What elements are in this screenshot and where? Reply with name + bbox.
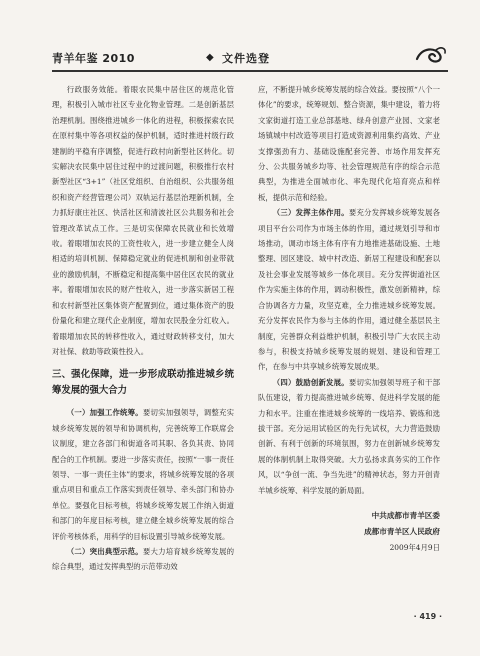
signature-block [258, 508, 440, 556]
signatory-party-committee: 中共成都市青羊区委 [371, 510, 440, 520]
section-heading: 三、强化保障，进一步形成联动推进城乡统筹发展的强大合力 [52, 369, 234, 397]
page-number: · 419 · [413, 612, 442, 621]
page-header [52, 48, 448, 68]
body-paragraph: 行政服务效能。着眼农民集中居住区的规范化管理，积极引入城市社区专业化物业管理。二是创新基层治理机制。围绕推进城乡一体化的进程，积极探索农民在原村集中等各项权益的保护机制，适时推进村级行政建制的平稳有序调整，促进行政村向新型社区转化。切实解决农民集中居住过程中的过渡问题，积极推行农村新型社区“3+1”（社区党组织、自治组织、公共服务组织和资产经营管理公司）双轨运行基层治理新机制，全力抓好康庄社区、快活社区和清波社区公共服务和社会管理改革试点工作。三是切实保障农民就业和长效增收。着眼增加农民的工资性收入，进一步建立健全人岗相适的培训机制、保障稳定就业的促进机制和创业带就业的激励机制，不断稳定和提高集中居住区农民的就业率。着眼增加农民的财产性收入，进一步落实新居工程和农村新型社区集体资产配置到位，通过集体资产的股份量化和建立现代企业制度，增加农民股金分红收入。着眼增加农民的转移性收入，通过财政转移支付，加大对社保、救助等政策性投入。 [52, 85, 234, 356]
body-paragraph [52, 405, 234, 544]
body-paragraph [258, 375, 440, 498]
paragraph-lead: （二）突出典型示范。 [66, 546, 143, 556]
left-column [52, 82, 234, 575]
paragraph-lead: （四）鼓励创新发展。 [272, 377, 349, 387]
paragraph-text: 要切实加强领导，调整充实城乡统筹发展的领导和协调机构，完善统筹工作联席会议制度，建立各部门和街道各司其职、各负其责、协同配合的工作机制。要进一步落实责任，按照“一事一责任领导、一事一责任主体”的要求，将城乡统筹发展的各项重点项目和重点工作落实到责任领导、牵头部门和协办单位。要强化目标考核，将城乡统筹发展工作纳入街道和部门的年度目标考核，建立健全城乡统筹发展的综合评价考核体系，用科学的目标设置引导城乡统筹发展。 [52, 408, 234, 541]
body-paragraph [258, 205, 440, 374]
paragraph-text: 要充分发挥城乡统筹发展各项目平台公司作为市场主体的作用，通过规划引导和市场推动，调动市场主体有序有力地推进基础设施、土地整理、园区建设、城中村改造、新居工程建设和配套以及社会事业发展等城乡一体化项目。充分发挥街道社区作为实施主体的作用，调动积极性，激发创新精神，综合协调各方力量，攻坚克难，全力推进城乡统筹发展。充分发挥农民作为参与主体的作用，通过健全基层民主制度，完善群众利益维护机制，积极引导广大农民主动参与，积极支持城乡统筹发展的规划、建设和管理工作，在参与中共享城乡统筹发展成果。 [258, 208, 440, 372]
paragraph-lead: （三）发挥主体作用。 [272, 208, 349, 218]
diamond-icon: ◆ [206, 52, 214, 63]
header-rule [52, 70, 448, 72]
section-title: 文件选登 [222, 52, 270, 65]
signatory-government: 成都市青羊区人民政府 [364, 526, 440, 536]
swirl-logo-icon [414, 44, 448, 66]
paragraph-text: 要切实加强领导班子和干部队伍建设，着力提高推进城乡统筹、促进科学发展的能力和水平。注重在推进城乡统筹的一线培养、锻炼和选拔干部。充分运用试验区的先行先试权，大力营造鼓励创新、有利于创新的环境氛围，努力在创新城乡统筹发展的体制机制上取得突破。大力弘扬求真务实的工作作风，以“争创一流、争当先进”的精神状态，努力开创青羊城乡统筹、科学发展的新局面。 [258, 377, 440, 495]
right-column [258, 82, 440, 556]
body-paragraph: 应，不断提升城乡统筹发展的综合效益。要按照“八个一体化”的要求，统筹规划、整合资源，集中建设，着力将文家街道打造工业总部基地、绿舟创意产业园、文家老场镇城中村改造等项目打造成资源利用集约高效、产业支撑强劲有力、基础设施配套完善、市场作用发挥充分、公共服务城乡均等、社会管理规范有序的综合示范典型，为推进全面城市化、率先现代化培育亮点和样板，提供示范和经验。 [258, 85, 440, 202]
yearbook-title: 青羊年鉴 2010 [52, 52, 135, 65]
body-paragraph [52, 544, 234, 575]
paragraph-text: 要大力培育城乡统筹发展的综合典型，通过发挥典型的示范带动效 [52, 546, 234, 572]
document-date: 2009年4月9日 [389, 542, 440, 552]
paragraph-lead: （一）加强工作统筹。 [66, 408, 143, 418]
